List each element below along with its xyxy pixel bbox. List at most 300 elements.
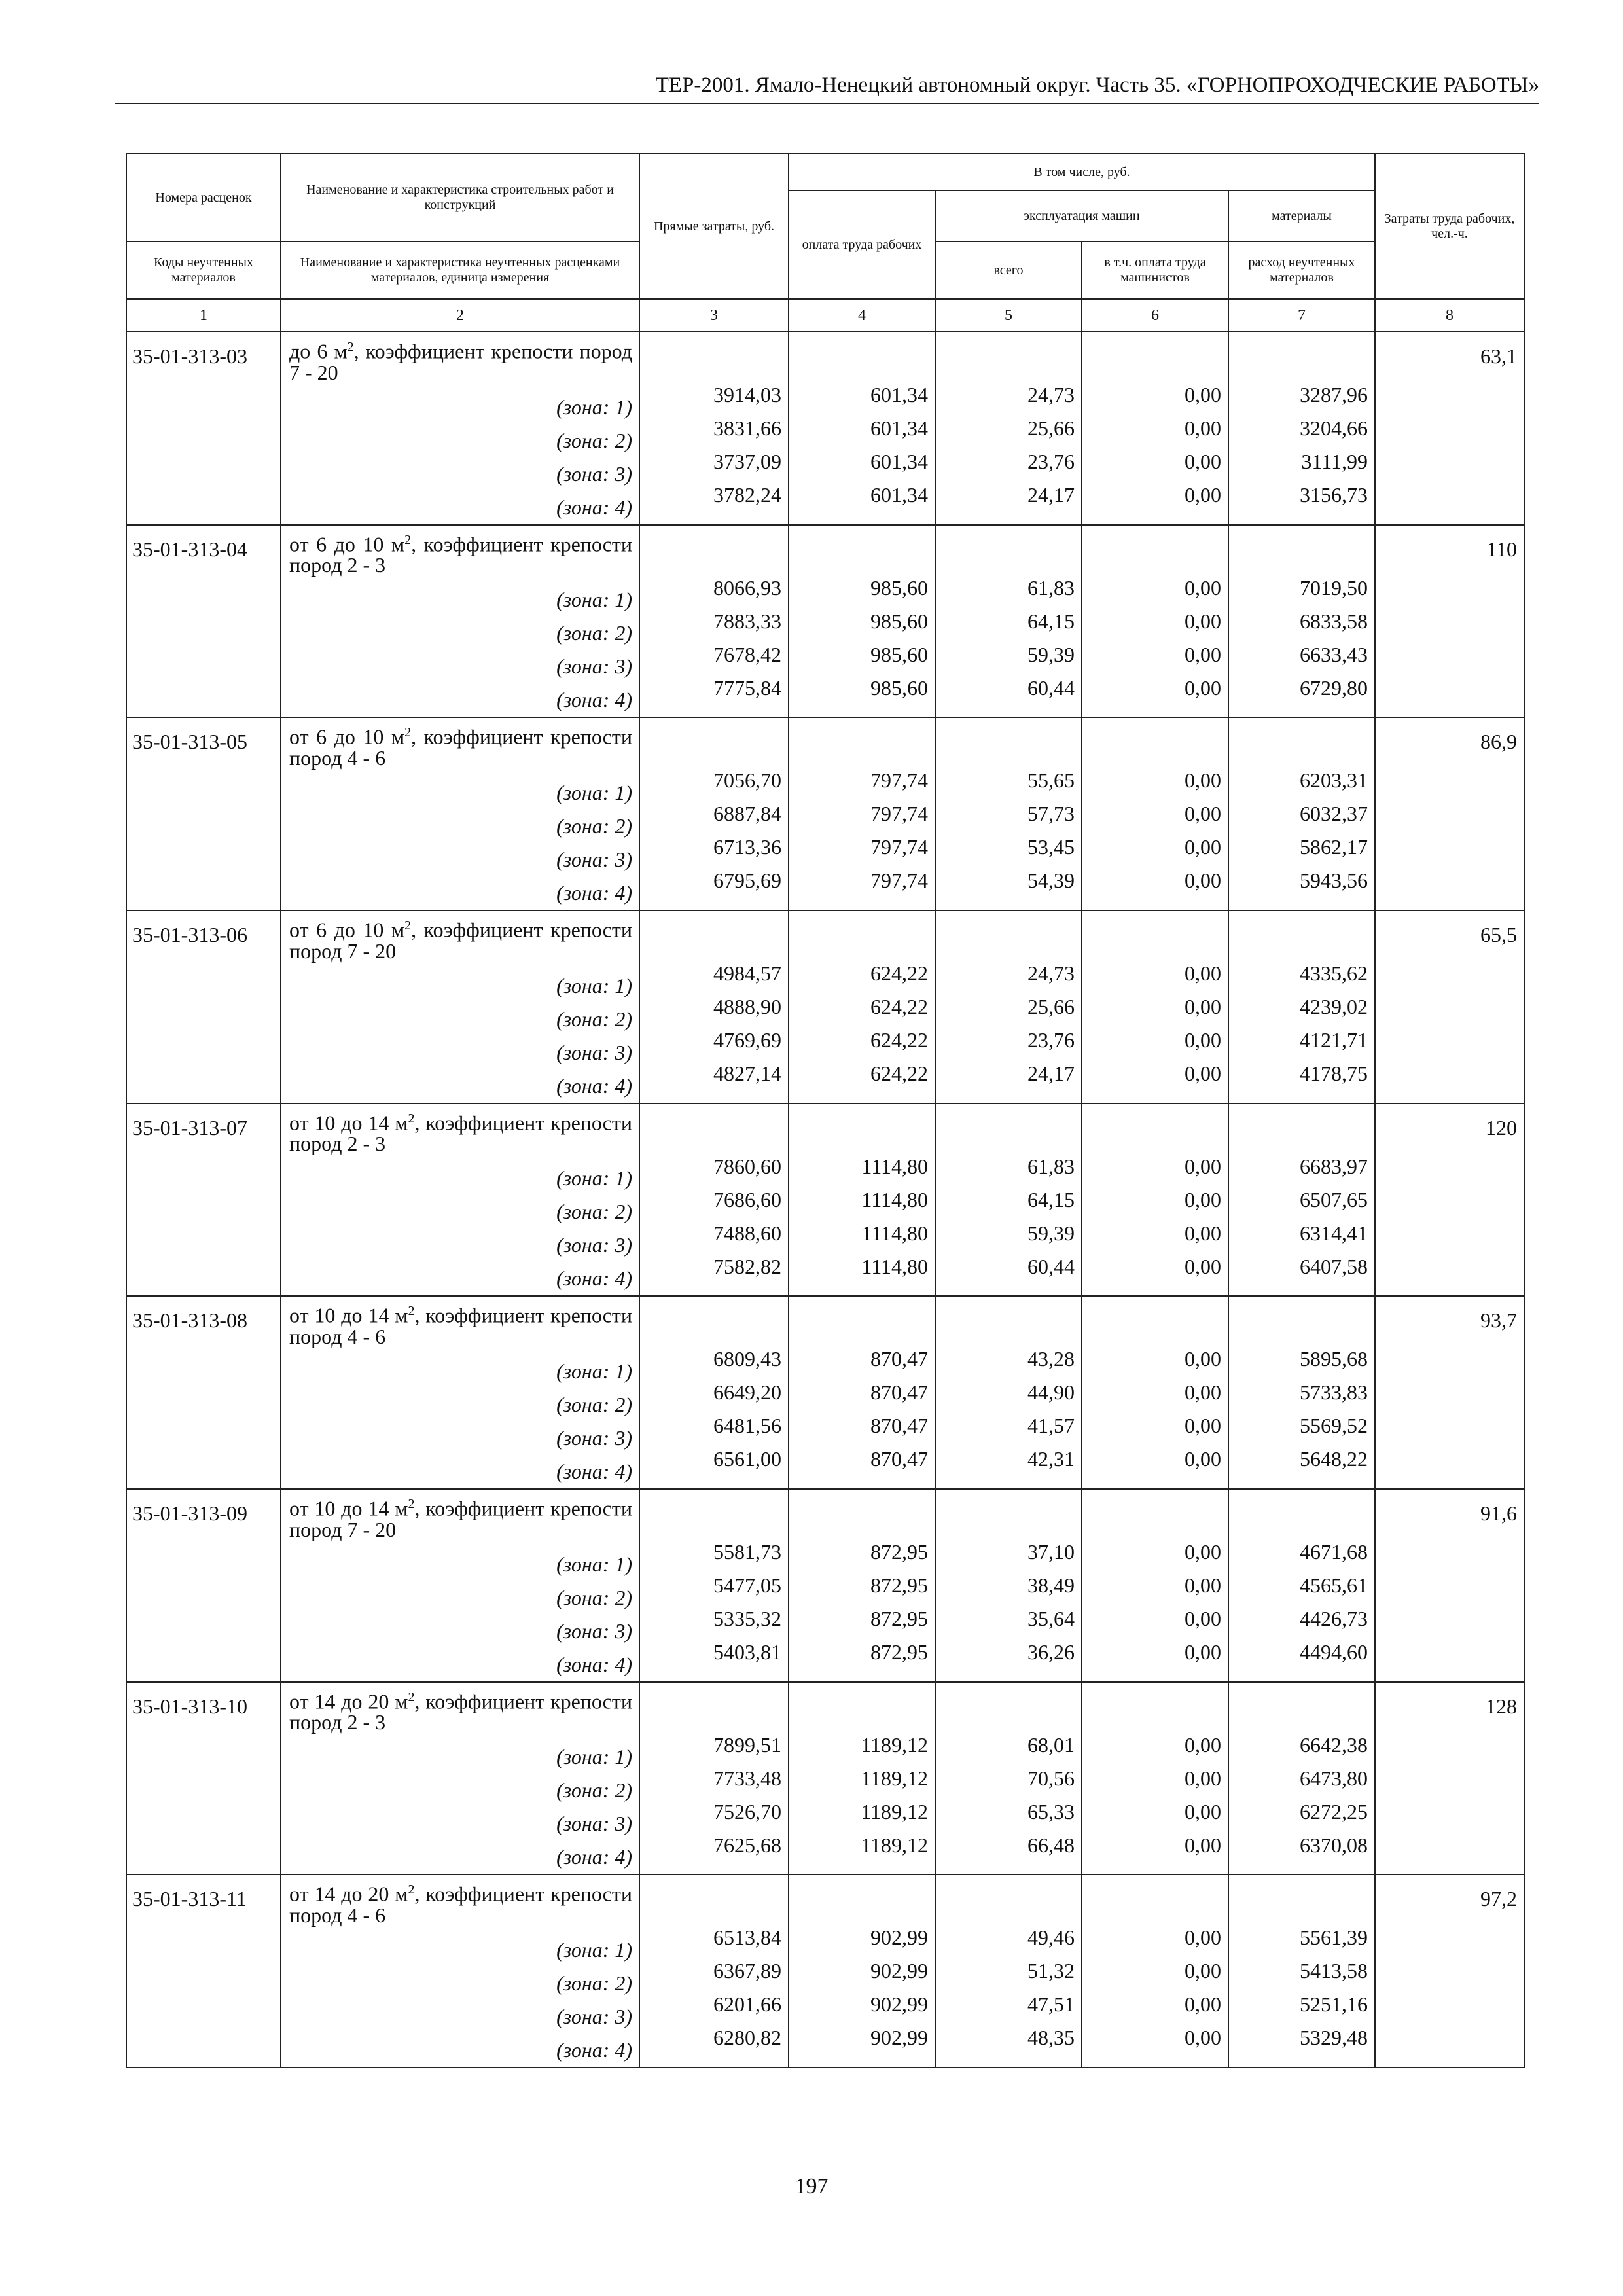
rate-title [281, 911, 639, 969]
machines-total-column [935, 1874, 1082, 2068]
materials-cell: 3204,66 [1300, 416, 1368, 440]
spacer [640, 911, 788, 957]
direct-cost-column [639, 1874, 789, 2068]
wages-cell: 797,74 [870, 835, 928, 859]
labor-cost: 86,9 [1375, 717, 1524, 910]
spacer [936, 1875, 1081, 1921]
rate-description-cell [281, 1682, 639, 1875]
zone-label: (зона: 2) [556, 1971, 632, 1995]
rate-title-start: от 10 до 14 м [289, 1496, 408, 1520]
column-number: 2 [281, 299, 639, 332]
machines-total-column [935, 332, 1082, 525]
unit-exponent: 2 [408, 1882, 415, 1897]
materials-cell: 6729,80 [1300, 675, 1368, 700]
running-header: ТЕР-2001. Ямало-Ненецкий автономный округ. Часть 35. «ГОРНОПРОХОДЧЕСКИЕ РАБОТЫ» [115, 73, 1539, 104]
spacer [640, 1490, 788, 1535]
rate-title-end: , коэффициент крепости пород 7 - 20 [289, 1496, 633, 1541]
rate-group [126, 1103, 1524, 1297]
labor-cost: 128 [1375, 1682, 1524, 1875]
wages-cell: 797,74 [870, 869, 928, 893]
rate-title-end: , коэффициент крепости пород 4 - 6 [289, 1882, 633, 1927]
operators-wages-cell: 0,00 [1185, 1154, 1221, 1178]
zone-label: (зона: 3) [556, 1040, 632, 1064]
wages-cell: 985,60 [870, 609, 928, 633]
materials-column [1228, 332, 1375, 525]
wages-cell: 601,34 [870, 483, 928, 507]
header-direct-costs: Прямые затраты, руб. [639, 154, 789, 299]
materials-cell: 4426,73 [1300, 1606, 1368, 1630]
wages-column [789, 1103, 935, 1297]
machines-total-cell: 25,66 [1027, 994, 1075, 1018]
operators-wages-cell: 0,00 [1185, 1380, 1221, 1405]
spacer [640, 332, 788, 378]
wages-cell: 870,47 [870, 1414, 928, 1438]
zone-label: (зона: 4) [556, 1459, 632, 1483]
wages-column [789, 717, 935, 910]
rate-title-start: от 10 до 14 м [289, 1303, 408, 1327]
operators-wages-cell: 0,00 [1185, 1606, 1221, 1630]
operators-wages-cell: 0,00 [1185, 483, 1221, 507]
machines-total-cell: 61,83 [1027, 1154, 1075, 1178]
spacer [936, 1104, 1081, 1150]
machines-total-cell: 24,73 [1027, 383, 1075, 406]
zone-label: (зона: 1) [556, 588, 632, 612]
header-wages: оплата труда рабочих [789, 190, 935, 299]
operators-wages-column [1082, 1103, 1228, 1297]
machines-total-cell: 60,44 [1027, 675, 1075, 700]
materials-cell: 6642,38 [1300, 1732, 1368, 1757]
machines-total-cell: 43,28 [1027, 1347, 1075, 1371]
direct-cost-cell: 4769,69 [713, 1028, 781, 1052]
spacer [640, 526, 788, 571]
operators-wages-column [1082, 525, 1228, 718]
wages-cell: 1114,80 [861, 1221, 928, 1245]
rate-title-end: , коэффициент крепости пород 2 - 3 [289, 1111, 633, 1156]
spacer [936, 911, 1081, 957]
rate-title-start: от 14 до 20 м [289, 1882, 408, 1906]
materials-cell: 6314,41 [1300, 1221, 1368, 1245]
rate-group [126, 910, 1524, 1103]
wages-cell: 1114,80 [861, 1187, 928, 1211]
rate-group [126, 332, 1524, 525]
rate-description-cell [281, 1103, 639, 1297]
direct-cost-cell: 6280,82 [713, 2026, 781, 2050]
operators-wages-cell: 0,00 [1185, 609, 1221, 633]
rate-group [126, 717, 1524, 910]
rate-title [281, 1104, 639, 1162]
materials-cell: 6370,08 [1300, 1833, 1368, 1857]
zone-label: (зона: 1) [556, 1359, 632, 1383]
wages-cell: 601,34 [870, 416, 928, 440]
zone-label: (зона: 2) [556, 814, 632, 838]
rate-code: 35-01-313-03 [126, 332, 281, 525]
zone-label: (зона: 1) [556, 1745, 632, 1769]
rate-group [126, 1682, 1524, 1875]
zone-label: (зона: 2) [556, 428, 632, 452]
spacer [1082, 1490, 1228, 1535]
machines-total-cell: 59,39 [1027, 642, 1075, 666]
wages-cell: 870,47 [870, 1447, 928, 1471]
machines-total-cell: 47,51 [1027, 1992, 1075, 2017]
wages-cell: 1114,80 [861, 1154, 928, 1178]
labor-cost: 120 [1375, 1103, 1524, 1297]
machines-total-column [935, 1103, 1082, 1297]
spacer [1229, 718, 1374, 764]
wages-cell: 601,34 [870, 450, 928, 473]
rate-title-end: , коэффициент крепости пород 4 - 6 [289, 725, 632, 770]
zone-label: (зона: 1) [556, 1552, 632, 1576]
machines-total-cell: 37,10 [1027, 1539, 1075, 1564]
spacer [789, 1104, 935, 1150]
rates-table [126, 153, 1525, 2068]
zone-label: (зона: 2) [556, 1585, 632, 1609]
direct-cost-cell: 6809,43 [713, 1347, 781, 1371]
rate-title [281, 1875, 639, 1933]
direct-cost-cell: 7733,48 [713, 1766, 781, 1790]
zone-label: (зона: 4) [556, 1652, 632, 1676]
wages-cell: 1189,12 [861, 1799, 928, 1823]
table-header [126, 154, 1524, 332]
machines-total-cell: 24,17 [1027, 483, 1075, 507]
operators-wages-cell: 0,00 [1185, 1799, 1221, 1823]
operators-wages-column [1082, 1874, 1228, 2068]
operators-wages-column [1082, 910, 1228, 1103]
wages-cell: 985,60 [870, 675, 928, 700]
rate-title-start: от 6 до 10 м [289, 918, 405, 942]
direct-cost-cell: 7056,70 [713, 768, 781, 793]
machines-total-cell: 41,57 [1027, 1414, 1075, 1438]
operators-wages-cell: 0,00 [1185, 1187, 1221, 1211]
materials-cell: 5943,56 [1300, 869, 1368, 893]
direct-cost-cell: 4888,90 [713, 994, 781, 1018]
table-row [126, 1103, 1524, 1297]
rate-title-start: от 14 до 20 м [289, 1689, 408, 1713]
wages-cell: 872,95 [870, 1640, 928, 1664]
rate-group [126, 525, 1524, 718]
rate-title [281, 1490, 639, 1548]
materials-cell: 6032,37 [1300, 802, 1368, 826]
rate-description-cell [281, 1874, 639, 2068]
direct-cost-cell: 8066,93 [713, 575, 781, 600]
operators-wages-column [1082, 1296, 1228, 1489]
wages-cell: 1189,12 [861, 1833, 928, 1857]
zone-label: (зона: 2) [556, 1392, 632, 1416]
direct-cost-cell: 5335,32 [713, 1606, 781, 1630]
direct-cost-column [639, 1296, 789, 1489]
zone-label: (зона: 3) [556, 1619, 632, 1643]
materials-cell: 5413,58 [1300, 1959, 1368, 1983]
zone-label: (зона: 4) [556, 1266, 632, 1291]
spacer [1082, 911, 1228, 957]
operators-wages-cell: 0,00 [1185, 1992, 1221, 2017]
zone-label: (зона: 4) [556, 688, 632, 712]
spacer [640, 718, 788, 764]
wages-cell: 1114,80 [861, 1254, 928, 1278]
direct-cost-cell: 3914,03 [713, 383, 781, 406]
machines-total-column [935, 1682, 1082, 1875]
materials-column [1228, 525, 1375, 718]
materials-cell: 5561,39 [1300, 1926, 1368, 1950]
rate-group [126, 1874, 1524, 2068]
rate-title-end: , коэффициент крепости пород 7 - 20 [289, 918, 632, 963]
operators-wages-cell: 0,00 [1185, 575, 1221, 600]
operators-wages-cell: 0,00 [1185, 994, 1221, 1018]
direct-cost-cell: 3782,24 [713, 483, 781, 507]
spacer [789, 1490, 935, 1535]
operators-wages-cell: 0,00 [1185, 675, 1221, 700]
spacer [1229, 526, 1374, 571]
operators-wages-cell: 0,00 [1185, 383, 1221, 406]
materials-cell: 4121,71 [1300, 1028, 1368, 1052]
machines-total-cell: 59,39 [1027, 1221, 1075, 1245]
rate-title [281, 332, 639, 391]
spacer [1229, 1490, 1374, 1535]
header-codes-top: Номера расценок [126, 154, 281, 242]
direct-cost-column [639, 1489, 789, 1682]
materials-cell: 5251,16 [1300, 1992, 1368, 2017]
machines-total-cell: 64,15 [1027, 609, 1075, 633]
wages-column [789, 332, 935, 525]
rate-title-start: от 6 до 10 м [289, 532, 405, 556]
machines-total-cell: 42,31 [1027, 1447, 1075, 1471]
rate-code: 35-01-313-08 [126, 1296, 281, 1489]
direct-cost-cell: 7488,60 [713, 1221, 781, 1245]
machines-total-cell: 38,49 [1027, 1573, 1075, 1597]
spacer [640, 1875, 788, 1921]
wages-cell: 870,47 [870, 1347, 928, 1371]
table-row [126, 525, 1524, 718]
direct-cost-cell: 6481,56 [713, 1414, 781, 1438]
spacer [789, 911, 935, 957]
wages-cell: 624,22 [870, 1028, 928, 1052]
spacer [936, 1297, 1081, 1342]
direct-cost-cell: 5581,73 [713, 1539, 781, 1564]
direct-cost-column [639, 910, 789, 1103]
spacer [1082, 1683, 1228, 1729]
zone-label: (зона: 4) [556, 2037, 632, 2062]
direct-cost-cell: 6649,20 [713, 1380, 781, 1405]
labor-cost: 63,1 [1375, 332, 1524, 525]
machines-total-cell: 65,33 [1027, 1799, 1075, 1823]
header-machines: эксплуатация машин [935, 190, 1228, 242]
machines-total-cell: 44,90 [1027, 1380, 1075, 1405]
rate-group [126, 1489, 1524, 1682]
direct-cost-cell: 5403,81 [713, 1640, 781, 1664]
operators-wages-cell: 0,00 [1185, 1926, 1221, 1950]
machines-total-cell: 24,73 [1027, 961, 1075, 985]
zone-label: (зона: 3) [556, 1426, 632, 1450]
direct-cost-cell: 6201,66 [713, 1992, 781, 2017]
operators-wages-cell: 0,00 [1185, 1061, 1221, 1085]
direct-cost-cell: 7686,60 [713, 1187, 781, 1211]
materials-column [1228, 1103, 1375, 1297]
unit-exponent: 2 [404, 918, 412, 933]
spacer [789, 526, 935, 571]
machines-total-cell: 70,56 [1027, 1766, 1075, 1790]
spacer [1229, 1297, 1374, 1342]
zone-label: (зона: 1) [556, 1166, 632, 1191]
materials-cell: 5733,83 [1300, 1380, 1368, 1405]
spacer [936, 718, 1081, 764]
materials-column [1228, 1682, 1375, 1875]
direct-cost-cell: 7582,82 [713, 1254, 781, 1278]
direct-cost-cell: 3831,66 [713, 416, 781, 440]
header-name-bottom: Наименование и характеристика неучтенных расценками материалов, единица измерения [281, 242, 639, 299]
machines-total-cell: 57,73 [1027, 802, 1075, 826]
column-number: 4 [789, 299, 935, 332]
zone-label: (зона: 3) [556, 2004, 632, 2028]
zone-label: (зона: 3) [556, 1233, 632, 1257]
direct-cost-cell: 7775,84 [713, 675, 781, 700]
materials-cell: 4671,68 [1300, 1539, 1368, 1564]
rate-description-cell [281, 1489, 639, 1682]
spacer [1229, 1875, 1374, 1921]
machines-total-column [935, 910, 1082, 1103]
materials-cell: 5862,17 [1300, 835, 1368, 859]
spacer [789, 1683, 935, 1729]
materials-cell: 6272,25 [1300, 1799, 1368, 1823]
rate-code: 35-01-313-11 [126, 1874, 281, 2068]
materials-column [1228, 1489, 1375, 1682]
wages-cell: 902,99 [870, 2026, 928, 2050]
spacer [1229, 332, 1374, 378]
materials-cell: 6683,97 [1300, 1154, 1368, 1178]
rate-code: 35-01-313-06 [126, 910, 281, 1103]
materials-cell: 4178,75 [1300, 1061, 1368, 1085]
operators-wages-cell: 0,00 [1185, 1833, 1221, 1857]
page-number: 197 [794, 2174, 829, 2198]
operators-wages-cell: 0,00 [1185, 1766, 1221, 1790]
rate-description-cell [281, 525, 639, 718]
unit-exponent: 2 [408, 1304, 415, 1319]
rate-title [281, 1297, 639, 1355]
materials-cell: 4494,60 [1300, 1640, 1368, 1664]
unit-exponent: 2 [408, 1689, 415, 1704]
spacer [936, 526, 1081, 571]
operators-wages-cell: 0,00 [1185, 961, 1221, 985]
wages-column [789, 1489, 935, 1682]
wages-cell: 870,47 [870, 1380, 928, 1405]
materials-cell: 5895,68 [1300, 1347, 1368, 1371]
machines-total-cell: 23,76 [1027, 1028, 1075, 1052]
materials-cell: 3287,96 [1300, 383, 1368, 406]
machines-total-cell: 53,45 [1027, 835, 1075, 859]
direct-cost-cell: 6795,69 [713, 869, 781, 893]
rate-title-end: , коэффициент крепости пород 4 - 6 [289, 1303, 633, 1348]
materials-cell: 4239,02 [1300, 994, 1368, 1018]
direct-cost-column [639, 717, 789, 910]
direct-cost-cell: 6367,89 [713, 1959, 781, 1983]
machines-total-column [935, 717, 1082, 910]
operators-wages-cell: 0,00 [1185, 1347, 1221, 1371]
direct-cost-cell: 6713,36 [713, 835, 781, 859]
header-codes-bottom: Коды неучтенных материалов [126, 242, 281, 299]
table-row [126, 910, 1524, 1103]
operators-wages-column [1082, 1489, 1228, 1682]
labor-cost: 110 [1375, 525, 1524, 718]
operators-wages-cell: 0,00 [1185, 1640, 1221, 1664]
rate-title [281, 526, 639, 584]
direct-cost-column [639, 1682, 789, 1875]
zone-label: (зона: 2) [556, 621, 632, 645]
unit-exponent: 2 [404, 725, 412, 740]
zone-label: (зона: 1) [556, 1937, 632, 1962]
direct-cost-cell: 5477,05 [713, 1573, 781, 1597]
wages-cell: 624,22 [870, 1061, 928, 1085]
wages-column [789, 1682, 935, 1875]
rate-description-cell [281, 332, 639, 525]
wages-cell: 902,99 [870, 1959, 928, 1983]
table-row [126, 717, 1524, 910]
column-number: 5 [935, 299, 1082, 332]
wages-cell: 797,74 [870, 802, 928, 826]
operators-wages-cell: 0,00 [1185, 1221, 1221, 1245]
wages-cell: 872,95 [870, 1573, 928, 1597]
wages-cell: 872,95 [870, 1539, 928, 1564]
zone-label: (зона: 1) [556, 395, 632, 419]
machines-total-cell: 54,39 [1027, 869, 1075, 893]
machines-total-cell: 36,26 [1027, 1640, 1075, 1664]
rate-title-start: от 10 до 14 м [289, 1111, 408, 1135]
rate-code: 35-01-313-04 [126, 525, 281, 718]
operators-wages-cell: 0,00 [1185, 1414, 1221, 1438]
column-number: 1 [126, 299, 281, 332]
materials-cell: 5329,48 [1300, 2026, 1368, 2050]
column-number: 8 [1375, 299, 1524, 332]
machines-total-cell: 49,46 [1027, 1926, 1075, 1950]
spacer [936, 1490, 1081, 1535]
direct-cost-cell: 7678,42 [713, 642, 781, 666]
rate-code: 35-01-313-07 [126, 1103, 281, 1297]
header-labor: Затраты труда рабочих, чел.-ч. [1375, 154, 1524, 299]
machines-total-cell: 48,35 [1027, 2026, 1075, 2050]
wages-cell: 872,95 [870, 1606, 928, 1630]
wages-cell: 902,99 [870, 1992, 928, 2017]
machines-total-cell: 25,66 [1027, 416, 1075, 440]
direct-cost-column [639, 525, 789, 718]
materials-cell: 6407,58 [1300, 1254, 1368, 1278]
materials-cell: 6507,65 [1300, 1187, 1368, 1211]
operators-wages-cell: 0,00 [1185, 835, 1221, 859]
materials-cell: 6203,31 [1300, 768, 1368, 793]
zone-label: (зона: 4) [556, 1073, 632, 1098]
table-row [126, 1296, 1524, 1489]
zone-label: (зона: 2) [556, 1778, 632, 1803]
machines-total-cell: 55,65 [1027, 768, 1075, 793]
unit-exponent: 2 [408, 1111, 415, 1126]
rate-description-cell [281, 717, 639, 910]
machines-total-cell: 61,83 [1027, 575, 1075, 600]
spacer [936, 1683, 1081, 1729]
zone-label: (зона: 4) [556, 1845, 632, 1869]
direct-cost-column [639, 332, 789, 525]
operators-wages-cell: 0,00 [1185, 1732, 1221, 1757]
wages-cell: 985,60 [870, 575, 928, 600]
operators-wages-cell: 0,00 [1185, 1539, 1221, 1564]
spacer [789, 718, 935, 764]
operators-wages-column [1082, 717, 1228, 910]
rate-title-start: от 6 до 10 м [289, 725, 405, 749]
spacer [789, 1875, 935, 1921]
materials-cell: 5569,52 [1300, 1414, 1368, 1438]
unit-exponent: 2 [404, 532, 412, 547]
materials-cell: 4565,61 [1300, 1573, 1368, 1597]
direct-cost-cell: 7883,33 [713, 609, 781, 633]
zone-label: (зона: 3) [556, 847, 632, 871]
spacer [1082, 1104, 1228, 1150]
machines-total-cell: 68,01 [1027, 1732, 1075, 1757]
spacer [1082, 1297, 1228, 1342]
